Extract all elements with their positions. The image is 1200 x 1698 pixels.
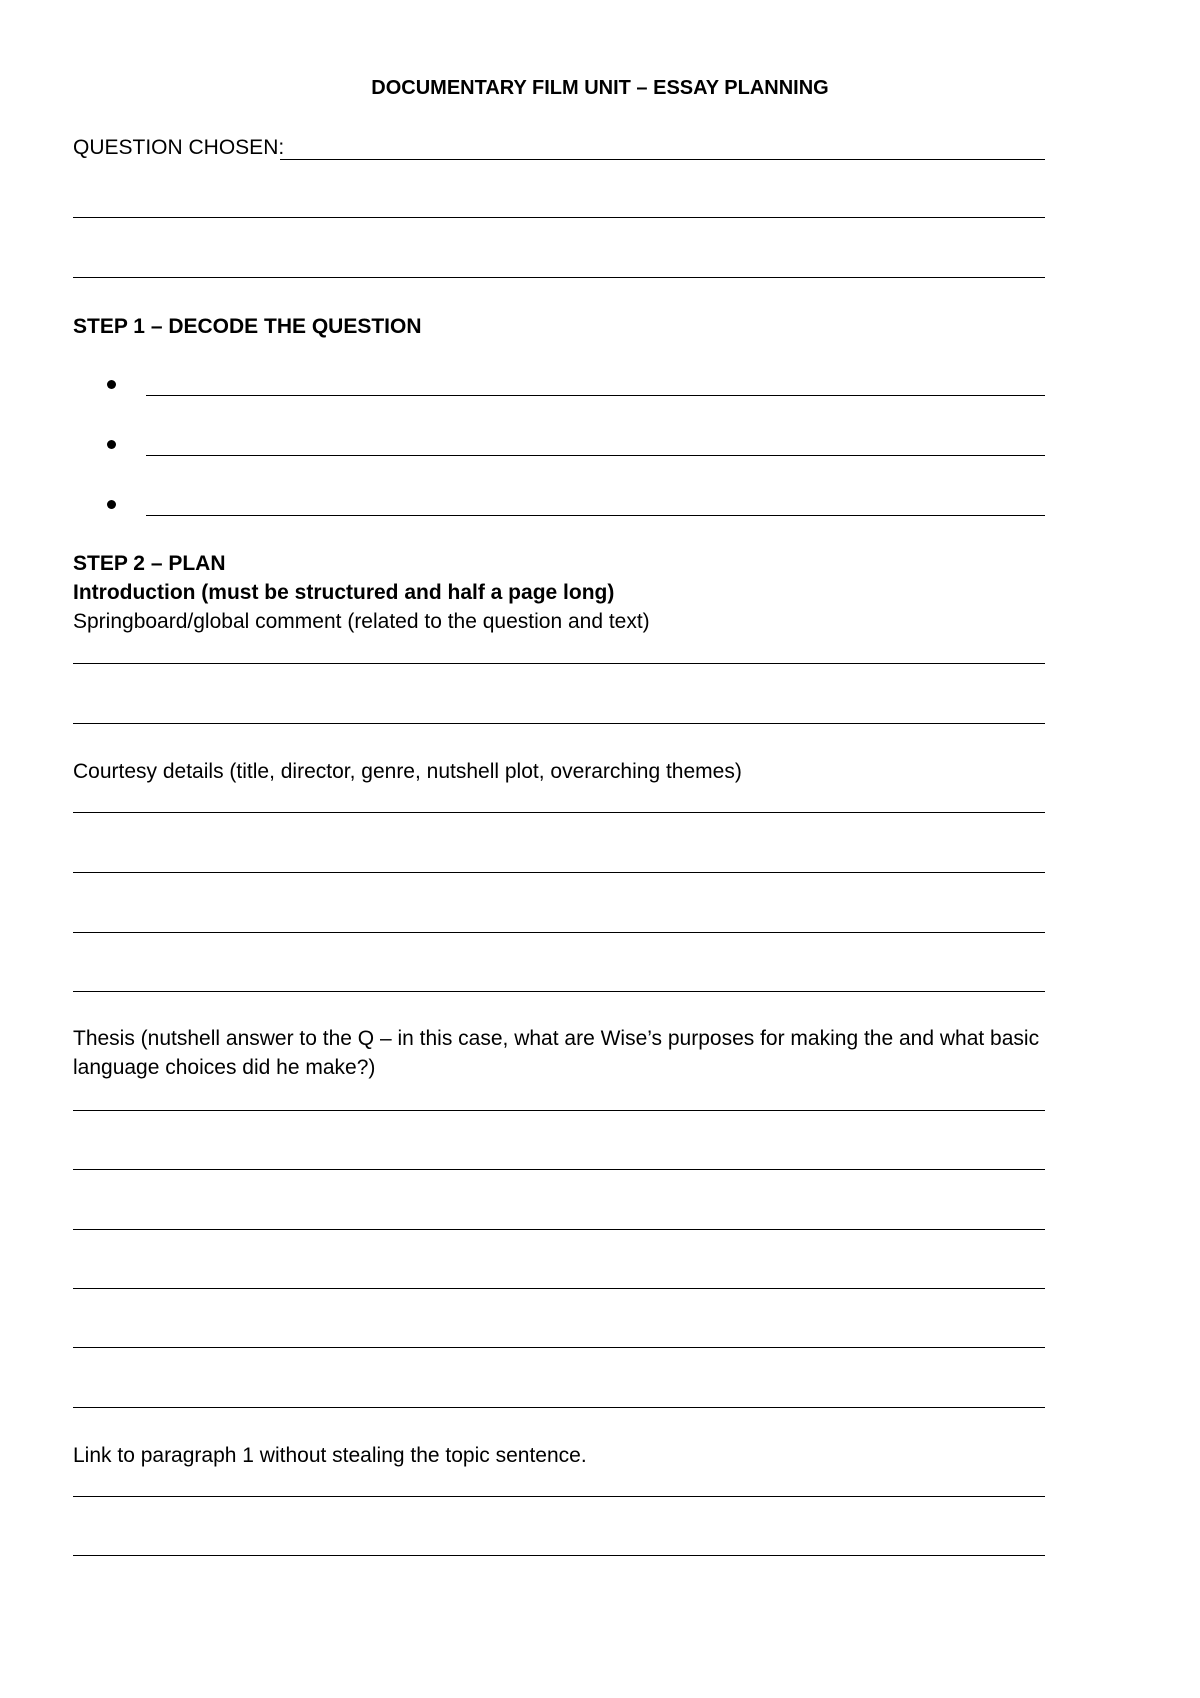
decode-answer-line[interactable] xyxy=(146,395,1045,396)
decode-answer-line[interactable] xyxy=(146,455,1045,456)
courtesy-answer-line[interactable] xyxy=(73,812,1045,813)
springboard-answer-line[interactable] xyxy=(73,723,1045,724)
decode-answer-line[interactable] xyxy=(146,515,1045,516)
courtesy-label: Courtesy details (title, director, genre, nutshell plot, overarching themes) xyxy=(73,760,742,783)
springboard-answer-line[interactable] xyxy=(73,663,1045,664)
step2-heading: STEP 2 – PLAN xyxy=(73,552,226,575)
courtesy-answer-line[interactable] xyxy=(73,932,1045,933)
bullet-icon xyxy=(107,440,116,449)
question-answer-line[interactable] xyxy=(73,217,1045,218)
courtesy-answer-line[interactable] xyxy=(73,872,1045,873)
springboard-label: Springboard/global comment (related to the question and text) xyxy=(73,610,650,633)
thesis-label-line1: Thesis (nutshell answer to the Q – in this case, what are Wise’s purposes for making the and what basic xyxy=(73,1027,1040,1050)
thesis-answer-line[interactable] xyxy=(73,1229,1045,1230)
question-answer-line[interactable] xyxy=(280,159,1045,160)
thesis-answer-line[interactable] xyxy=(73,1169,1045,1170)
page-title: DOCUMENTARY FILM UNIT – ESSAY PLANNING xyxy=(371,77,829,99)
step1-heading: STEP 1 – DECODE THE QUESTION xyxy=(73,315,422,338)
link-answer-line[interactable] xyxy=(73,1555,1045,1556)
courtesy-answer-line[interactable] xyxy=(73,991,1045,992)
bullet-icon xyxy=(107,500,116,509)
question-chosen-label: QUESTION CHOSEN: xyxy=(73,136,285,159)
question-answer-line[interactable] xyxy=(73,277,1045,278)
introduction-heading: Introduction (must be structured and half a page long) xyxy=(73,581,615,604)
thesis-answer-line[interactable] xyxy=(73,1347,1045,1348)
thesis-answer-line[interactable] xyxy=(73,1288,1045,1289)
link-label: Link to paragraph 1 without stealing the topic sentence. xyxy=(73,1444,587,1467)
bullet-icon xyxy=(107,380,116,389)
thesis-answer-line[interactable] xyxy=(73,1110,1045,1111)
link-answer-line[interactable] xyxy=(73,1496,1045,1497)
thesis-label-line2: language choices did he make?) xyxy=(73,1056,376,1079)
thesis-answer-line[interactable] xyxy=(73,1407,1045,1408)
